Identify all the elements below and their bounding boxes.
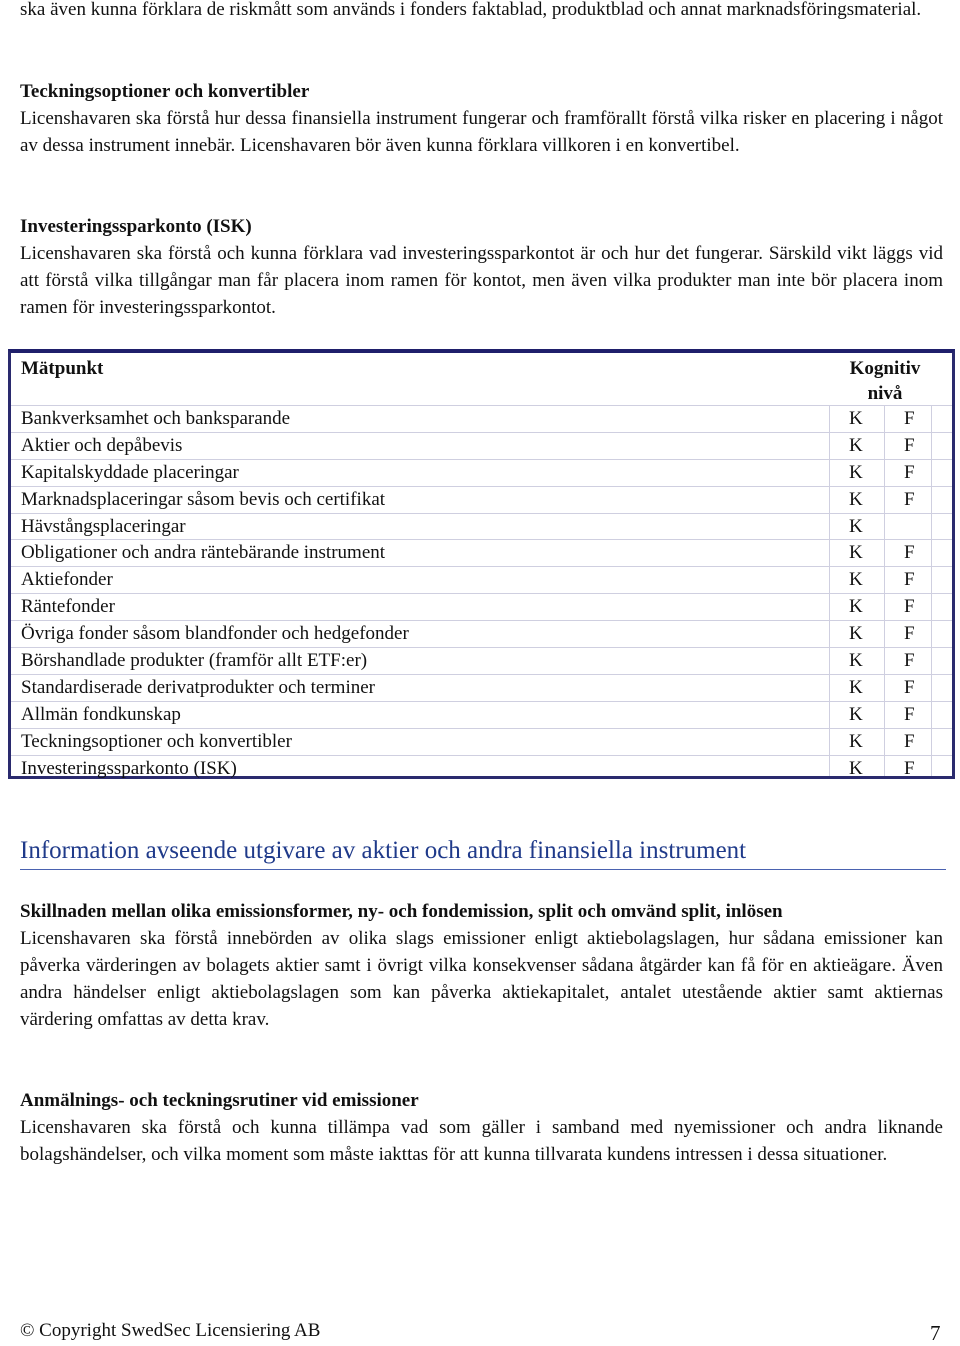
row-matpunkt: Allmän fondkunskap	[21, 703, 181, 725]
table-row	[11, 459, 952, 486]
row-matpunkt: Aktiefonder	[21, 569, 113, 591]
table-row	[11, 486, 952, 513]
page-number: 7	[930, 1321, 941, 1345]
section-heading: Investeringssparkonto (ISK)	[20, 216, 252, 237]
section-body: Licenshavaren ska förstå innebörden av olika slags emissioner enligt aktiebolagslagen, hur sådana emissioner kan påverka värderingen av bolagets aktier samt i övrigt vilka konsekvenser sådana åtgärder kan få för en aktieägare. Även andra händelser enligt aktiebolagslagen som kan påverka aktiekapitalet, antalet utestående aktier samt aktiernas värdering omfattas av detta krav.	[20, 928, 943, 1030]
section-emissionsformer	[20, 898, 943, 1033]
table-row	[11, 432, 952, 459]
row-matpunkt: Börshandlade produkter (framför allt ETF:er)	[21, 650, 368, 672]
row-level-f: F	[904, 730, 915, 752]
table-row	[11, 755, 952, 782]
row-level-f: F	[904, 623, 915, 645]
row-level-f: F	[904, 703, 915, 725]
row-matpunkt: Investeringssparkonto (ISK)	[21, 757, 237, 779]
row-matpunkt: Obligationer och andra räntebärande instrument	[21, 542, 386, 564]
row-level-k: K	[849, 757, 863, 779]
column-header-kognitiv-niva: Kognitiv nivå	[849, 358, 921, 404]
section-heading: Anmälnings- och teckningsrutiner vid emissioner	[20, 1090, 419, 1111]
row-level-f: F	[904, 676, 915, 698]
row-level-k: K	[849, 408, 863, 429]
table-row	[11, 728, 952, 755]
row-matpunkt: Teckningsoptioner och konvertibler	[21, 730, 292, 752]
row-level-k: K	[849, 596, 863, 618]
row-matpunkt: Bankverksamhet och banksparande	[21, 408, 291, 429]
row-level-k: K	[849, 434, 863, 456]
section-body: Licenshavaren ska förstå hur dessa finansiella instrument fungerar och framförallt förstå vilka risker en placering i något av dessa instrument innebär. Licenshavaren bör även kunna förklara villkoren i en konvertibel.	[20, 108, 943, 156]
table-row	[11, 539, 952, 566]
row-matpunkt: Räntefonder	[21, 596, 115, 618]
table-row	[11, 701, 952, 728]
row-level-k: K	[849, 623, 863, 645]
row-level-f: F	[904, 569, 915, 591]
table-row	[11, 405, 952, 432]
row-level-f: F	[904, 542, 915, 564]
row-matpunkt: Kapitalskyddade placeringar	[21, 461, 239, 483]
row-level-k: K	[849, 542, 863, 564]
row-matpunkt: Hävstångsplaceringar	[21, 515, 186, 537]
column-header-matpunkt: Mätpunkt	[21, 358, 104, 379]
chapter-heading: Information avseende utgivare av aktier och andra finansiella instrument	[20, 835, 946, 870]
row-level-k: K	[849, 488, 863, 510]
table-header	[11, 353, 952, 405]
copyright-footer: © Copyright SwedSec Licensiering AB	[20, 1320, 321, 1341]
row-level-f: F	[904, 408, 915, 429]
row-matpunkt: Marknadsplaceringar såsom bevis och certifikat	[21, 488, 386, 510]
section-anmalningsrutiner	[20, 1087, 943, 1168]
section-body: Licenshavaren ska förstå och kunna förklara vad investeringssparkontot är och hur det fungerar. Särskild vikt läggs vid att förstå vilka tillgångar man får placera inom ramen för kontot, men även vilka produkter man inte bör placera inom ramen för investeringssparkontot.	[20, 243, 943, 318]
row-level-f: F	[904, 461, 915, 483]
row-level-f: F	[904, 757, 915, 779]
row-level-f: F	[904, 596, 915, 618]
intro-paragraph: ska även kunna förklara de riskmått som används i fonders faktablad, produktblad och annat marknadsföringsmaterial.	[20, 0, 922, 20]
row-level-k: K	[849, 676, 863, 698]
table-body	[11, 405, 952, 781]
table-row	[11, 620, 952, 647]
row-level-k: K	[849, 461, 863, 483]
section-body: Licenshavaren ska förstå och kunna tillämpa vad som gäller i samband med nyemissioner och andra liknande bolagshändelser, och vilka moment som måste iakttas för att kunna tillvarata kundens intressen i dessa situationer.	[20, 1117, 943, 1165]
section-heading: Teckningsoptioner och konvertibler	[20, 81, 310, 102]
row-level-f: F	[904, 434, 915, 456]
row-level-k: K	[849, 650, 863, 672]
table-row	[11, 566, 952, 593]
section-isk	[20, 213, 943, 321]
table-row	[11, 647, 952, 674]
table-row	[11, 593, 952, 620]
row-level-f: F	[904, 488, 915, 510]
row-matpunkt: Standardiserade derivatprodukter och terminer	[21, 676, 375, 698]
row-level-k: K	[849, 703, 863, 725]
row-level-k: K	[849, 515, 863, 537]
section-teckningsoptioner	[20, 78, 943, 159]
matpunkt-table	[8, 349, 955, 779]
section-heading: Skillnaden mellan olika emissionsformer, ny- och fondemission, split och omvänd split, inlösen	[20, 901, 783, 922]
row-level-f: F	[904, 650, 915, 672]
row-matpunkt: Aktier och depåbevis	[21, 434, 183, 456]
table-row	[11, 674, 952, 701]
row-level-k: K	[849, 569, 863, 591]
row-matpunkt: Övriga fonder såsom blandfonder och hedgefonder	[21, 623, 409, 645]
row-level-k: K	[849, 730, 863, 752]
table-row	[11, 513, 952, 540]
